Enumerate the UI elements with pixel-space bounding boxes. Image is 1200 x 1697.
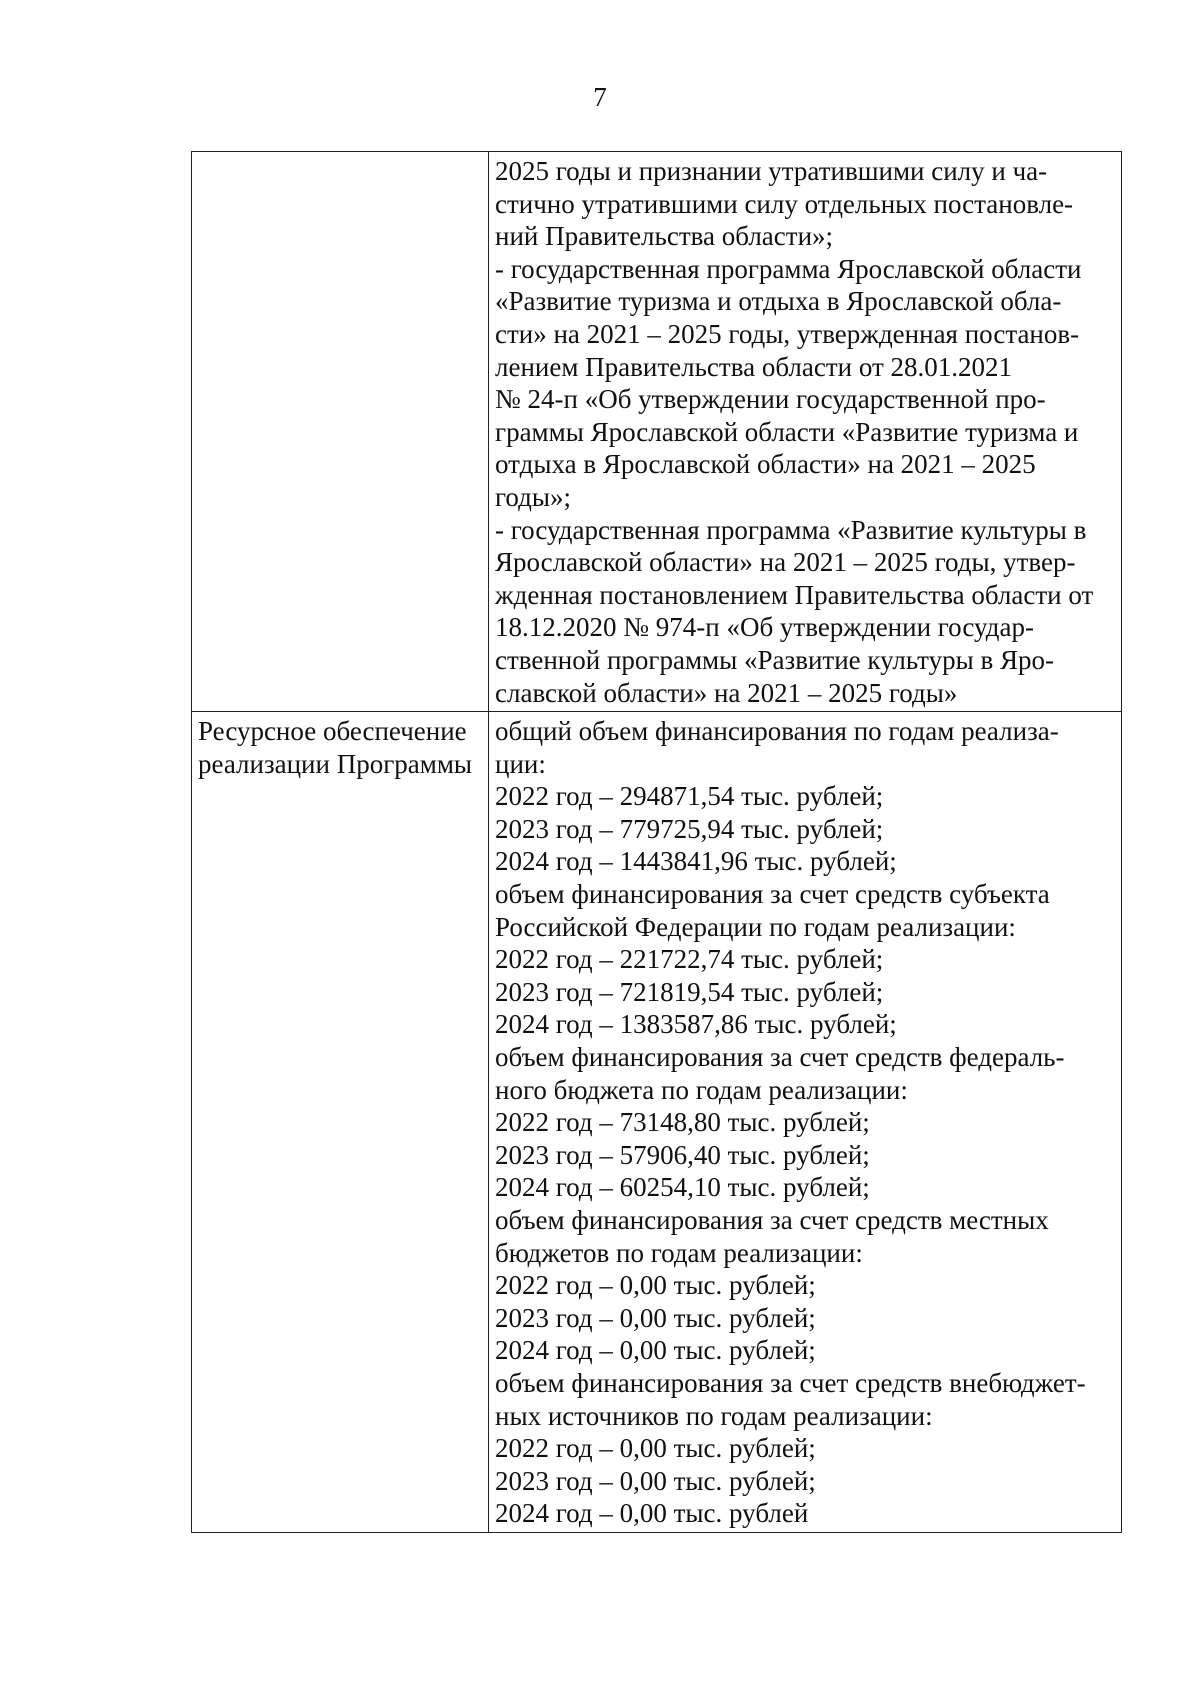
text-line: 2025 годы и признании утратившими силу и ча- xyxy=(495,156,1048,186)
text-line: 2024 год – 0,00 тыс. рублей; xyxy=(495,1335,816,1366)
text-line: 2024 год – 1383587,86 тыс. рублей; xyxy=(495,1009,897,1040)
text-line: отдыха в Ярославской области» на 2021 – 2025 xyxy=(495,449,1036,480)
text-line: реализации Программы xyxy=(198,748,473,779)
text-line: ний Правительства области»; xyxy=(495,221,834,252)
text-line: стично утратившими силу отдельных постановле- xyxy=(495,188,1074,219)
text-line: 2023 год – 721819,54 тыс. рублей; xyxy=(495,976,884,1007)
text-line: - государственная программа Ярославской области xyxy=(495,253,1082,284)
text-line: ного бюджета по годам реализации: xyxy=(495,1074,908,1105)
page-number: 7 xyxy=(593,82,607,112)
text-line: граммы Ярославской области «Развитие туризма и xyxy=(495,416,1079,447)
text-line: лением Правительства области от 28.01.2021 xyxy=(495,351,1013,382)
text-line: 2024 год – 1443841,96 тыс. рублей; xyxy=(495,846,897,877)
table-row-related-programs xyxy=(192,152,1121,711)
text-line: 2024 год – 0,00 тыс. рублей xyxy=(495,1498,809,1529)
text-line: 2022 год – 73148,80 тыс. рублей; xyxy=(495,1107,870,1138)
text-line: ных источников по годам реализации: xyxy=(495,1400,933,1431)
text-line: 2022 год – 221722,74 тыс. рублей; xyxy=(495,944,884,975)
text-line: объем финансирования за счет средств субъекта xyxy=(495,879,1050,910)
table-cell-value xyxy=(489,712,1121,1532)
table-cell-value xyxy=(489,152,1121,711)
text-line: объем финансирования за счет средств местных xyxy=(495,1205,1049,1235)
text-line: 2023 год – 0,00 тыс. рублей; xyxy=(495,1302,816,1333)
text-line: жденная постановлением Правительства области от xyxy=(495,579,1094,610)
text-line: 2022 год – 294871,54 тыс. рублей; xyxy=(495,781,884,812)
text-line: годы»; xyxy=(495,481,572,512)
program-passport-table xyxy=(191,151,1122,1533)
text-line: общий объем финансирования по годам реализа- xyxy=(495,716,1059,747)
text-line: Ярославской области» на 2021 – 2025 годы, утвер- xyxy=(495,547,1076,578)
text-line: 2022 год – 0,00 тыс. рублей; xyxy=(495,1270,816,1301)
text-line: Российской Федерации по годам реализации: xyxy=(495,911,1016,942)
text-line: 2022 год – 0,00 тыс. рублей; xyxy=(495,1433,816,1464)
text-line: № 24-п «Об утверждении государственной про- xyxy=(495,384,1046,415)
text-line: «Развитие туризма и отдыха в Ярославской обла- xyxy=(495,286,1062,317)
table-cell-label xyxy=(192,712,489,1532)
text-line: славской области» на 2021 – 2025 годы» xyxy=(495,677,958,708)
text-line: 2024 год – 60254,10 тыс. рублей; xyxy=(495,1172,870,1203)
text-line: объем финансирования за счет средств федераль- xyxy=(495,1042,1065,1073)
table-cell-label xyxy=(192,152,489,711)
text-line: 18.12.2020 № 974-п «Об утверждении государ- xyxy=(495,612,1034,643)
text-line: ственной программы «Развитие культуры в Яро- xyxy=(495,644,1055,675)
text-line: - государственная программа «Развитие культуры в xyxy=(495,514,1087,545)
text-line: Ресурсное обеспечение xyxy=(198,716,467,747)
text-line: 2023 год – 0,00 тыс. рублей; xyxy=(495,1465,816,1496)
text-line: объем финансирования за счет средств внебюджет- xyxy=(495,1367,1086,1398)
table-row-resource-support xyxy=(192,711,1121,1532)
text-line: 2023 год – 57906,40 тыс. рублей; xyxy=(495,1139,870,1170)
text-line: ции: xyxy=(495,748,546,779)
text-line: сти» на 2021 – 2025 годы, утвержденная постанов- xyxy=(495,318,1080,349)
text-line: 2023 год – 779725,94 тыс. рублей; xyxy=(495,813,884,844)
text-line: бюджетов по годам реализации: xyxy=(495,1237,863,1268)
